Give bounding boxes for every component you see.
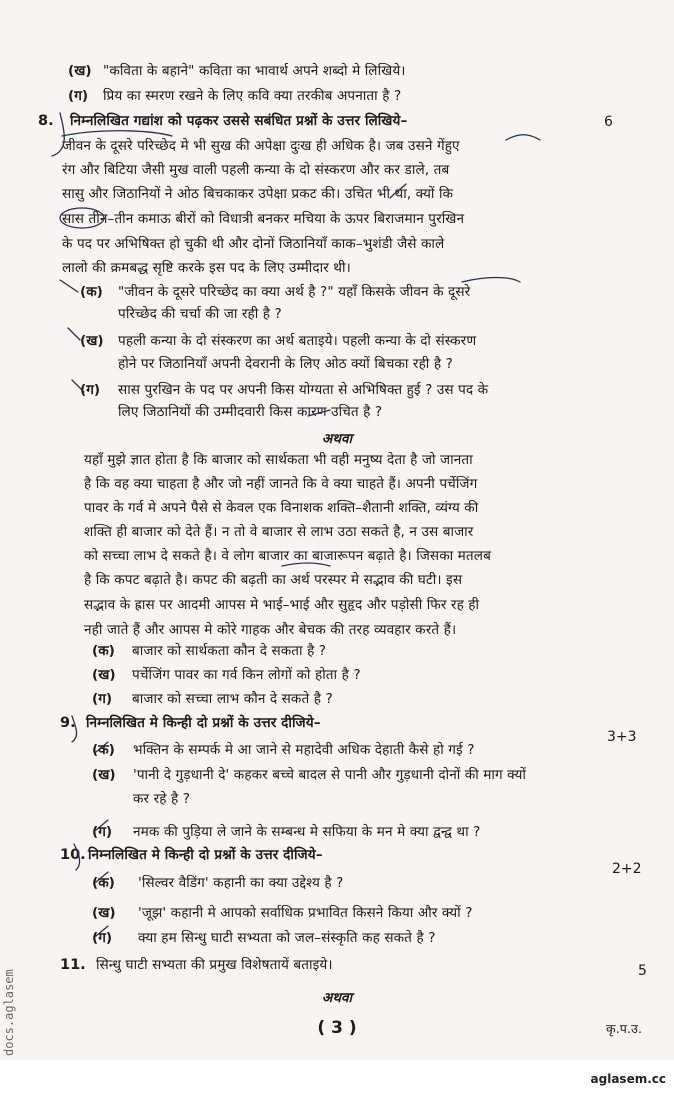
marks-q11: 5: [638, 963, 647, 979]
label-ka: (क): [92, 742, 115, 758]
passage-line: शक्ति ही बाजार को देते हैं। न तो वे बाजार से लाभ उठा सकते है, न उस बाजार: [84, 524, 474, 540]
question-8-ka-cont: परिच्छेद की चर्चा की जा रही है ?: [118, 306, 282, 322]
question-8-ga-cont: लिए जिठानियों की उम्मीदवारी किस कारण उचित है ?: [118, 404, 383, 420]
passage-line: पावर के गर्व मे अपने पैसे से केवल एक विनाशक शक्ति–शैतानी शक्ति, व्यंग्य की: [84, 500, 479, 516]
or-divider: अथवा: [321, 431, 353, 447]
label-ga: (ग): [68, 88, 89, 104]
question-10-ga: क्या हम सिन्धु घाटी सभ्यता को जल–संस्कृति कह सकते है ?: [138, 930, 436, 946]
label-ka: (क): [92, 643, 115, 659]
passage-line: के पद पर अभिषिक्त हो चुकी थी और दोनों जिठानियाँ काक–भुशंडी जैसे काले: [62, 236, 445, 252]
continue-overleaf: कृ.प.उ.: [606, 1021, 643, 1036]
question-number-9: 9.: [60, 715, 76, 731]
passage-line: सास तीन–तीन कमाऊ बीरों को विधात्री बनकर मचिया के ऊपर बिराजमान पुरखिन: [62, 211, 465, 227]
passage-line: है कि वह क्या चाहता है और जो नहीं जानते कि वे क्या चाहते हैं। अपनी पर्चेजिंग: [84, 476, 478, 492]
question-10-ka: 'सिल्वर वैडिंग' कहानी का क्या उद्देश्य है ?: [138, 875, 344, 891]
brand-watermark: aglasem.cc: [590, 1072, 666, 1086]
question-8-alt-ka: बाजार को सार्थकता कौन दे सकता है ?: [132, 643, 327, 659]
question-8-kha-cont: होने पर जिठानियाँ अपनी देवरानी के लिए ओठ क्यों बिचका रही है ?: [118, 356, 453, 372]
label-kha: (ख): [80, 333, 104, 349]
marks-q8: 6: [604, 114, 613, 130]
label-ga: (ग): [80, 382, 101, 398]
marks-q9: 3+3: [607, 729, 637, 745]
passage-line: को सच्चा लाभ दे सकते है। वे लोग बाजार का बाजारूपन बढ़ाते है। जिसका मतलब: [84, 548, 491, 564]
side-watermark: docs.aglasem: [2, 969, 16, 1056]
passage-line: सासु और जिठानियों ने ओठ बिचकाकर उपेक्षा प्रकट की। उचित भी था, क्यों कि: [62, 186, 454, 202]
passage-line: रंग और बिटिया जैसी मुख वाली पहली कन्या के दो संस्करण और कर डाले, तब: [62, 162, 450, 178]
question-8-alt-ga: बाजार को सच्चा लाभ कौन दे सकते है ?: [132, 691, 333, 707]
question-7-kha: "कविता के बहाने" कविता का भावार्थ अपने शब्दो मे लिखिये।: [103, 63, 406, 79]
question-number-11: 11.: [60, 957, 86, 973]
question-10-heading: निम्नलिखित मे किन्ही दो प्रश्नों के उत्तर दीजिये–: [88, 847, 323, 863]
label-kha: (ख): [92, 767, 116, 783]
label-ga: (ग): [92, 691, 113, 707]
question-9-ka: भक्तिन के सम्पर्क मे आ जाने से महादेवी अधिक देहाती कैसे हो गई ?: [133, 742, 475, 758]
question-number-10: 10.: [60, 847, 86, 863]
label-kha: (ख): [68, 63, 92, 79]
question-9-ga: नमक की पुड़िया ले जाने के सम्बन्ध मे सफिया के मन मे क्या द्वन्द्व था ?: [133, 824, 481, 840]
or-divider: अथवा: [321, 990, 353, 1006]
label-kha: (ख): [92, 905, 116, 921]
question-7-ga: प्रिय का स्मरण रखने के लिए कवि क्या तरकीब अपनाता है ?: [103, 88, 402, 104]
question-8-ga: सास पुरखिन के पद पर अपनी किस योग्यता से अभिषिक्त हुई ? उस पद के: [118, 382, 489, 398]
label-ka: (क): [80, 284, 103, 300]
passage-line: सद्भाव के ह्रास पर आदमी आपस मे भाई–भाई और सुहृद और पड़ोसी फिर रह ही: [84, 597, 480, 613]
question-10-kha: 'जूझ' कहानी मे आपको सर्वाधिक प्रभावित किसने किया और क्यों ?: [138, 905, 473, 921]
question-9-heading: निम्नलिखित मे किन्ही दो प्रश्नों के उत्तर दीजिये–: [86, 715, 321, 731]
question-8-kha: पहली कन्या के दो संस्करण का अर्थ बताइये। पहली कन्या के दो संस्करण: [118, 333, 477, 349]
footer-strip: [0, 1060, 674, 1100]
marks-q10: 2+2: [612, 861, 642, 877]
question-11: सिन्धु घाटी सभ्यता की प्रमुख विशेषतायें बताइये।: [96, 957, 333, 973]
passage-line: है कि कपट बढ़ाते है। कपट की बढ़ती का अर्थ परस्पर मे सद्भाव की घटी। इस: [84, 572, 463, 588]
question-8-heading: निम्नलिखित गद्यांश को पढ़कर उससे सबंधित प्रश्नों के उत्तर लिखिये–: [70, 113, 408, 129]
question-8-ka: "जीवन के दूसरे परिच्छेद का क्या अर्थ है ?" यहाँ किसके जीवन के दूसरे: [118, 284, 471, 300]
passage-line: लालो की क्रमबद्ध सृष्टि करके इस पद के लिए उम्मीदार थी।: [62, 260, 351, 276]
passage-line: जीवन के दूसरे परिच्छेद मे भी सुख की अपेक्षा दुःख ही अधिक है। जब उसने गेंहुए: [62, 138, 460, 154]
label-ga: (ग): [92, 824, 113, 840]
question-9-kha: 'पानी दे गुड़धानी दे' कहकर बच्चे बादल से पानी और गुड़धानी दोनों की माग क्यों: [133, 767, 527, 783]
label-kha: (ख): [92, 667, 116, 683]
question-9-kha-cont: कर रहे है ?: [133, 791, 191, 807]
page-number: ( 3 ): [317, 1018, 357, 1038]
label-ga: (ग): [92, 930, 113, 946]
passage-line: नही जाते हैं और आपस मे कोरे गाहक और बेचक की तरह व्यवहार करते हैं।: [84, 622, 457, 638]
question-number-8: 8.: [38, 113, 54, 129]
question-8-alt-kha: पर्चेजिंग पावर का गर्व किन लोगों को होता है ?: [132, 667, 361, 683]
label-ka: (क): [92, 875, 115, 891]
passage-line: यहाँ मुझे ज्ञात होता है कि बाजार को सार्थकता भी वही मनुष्य देता है जो जानता: [84, 452, 473, 468]
